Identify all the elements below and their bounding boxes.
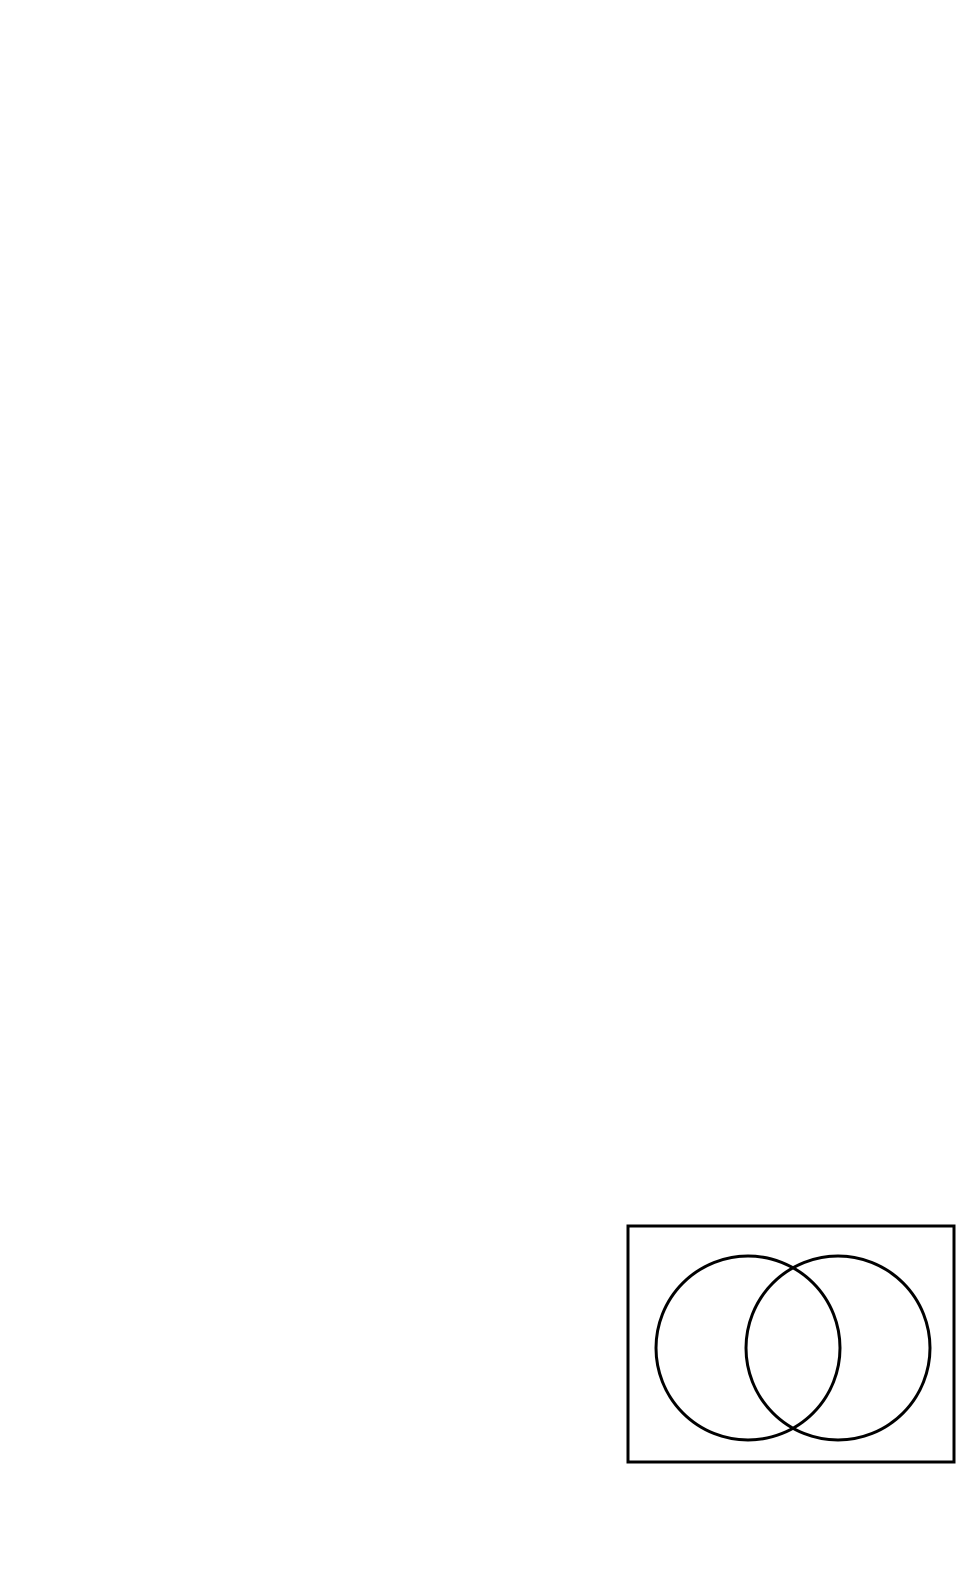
set-A5 [200, 530, 208, 560]
set-A2 [200, 356, 208, 386]
venn-diagram [626, 1224, 956, 1590]
circle-a [656, 1256, 840, 1440]
set-A1 [200, 298, 208, 328]
circle-b [746, 1256, 930, 1440]
set-A3 [200, 414, 208, 444]
set-A4 [200, 470, 208, 500]
